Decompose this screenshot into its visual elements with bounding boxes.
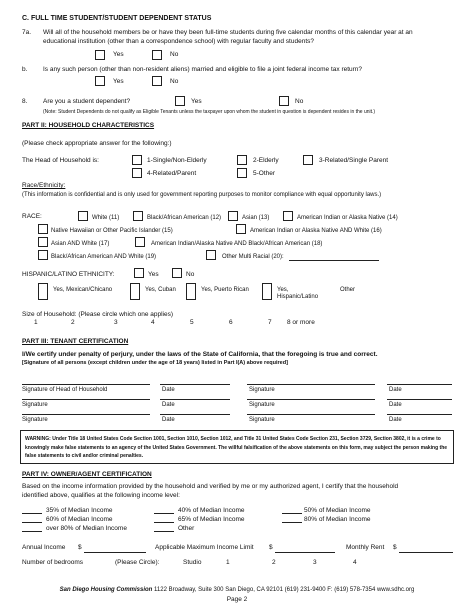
hispanic-no-checkbox[interactable] <box>172 268 182 278</box>
signature-line[interactable] <box>247 414 375 415</box>
income-35-label: 35% of Median Income <box>46 507 113 514</box>
annual-income-field[interactable] <box>84 552 146 553</box>
footer-line <box>0 587 474 593</box>
income-60-line[interactable] <box>22 522 42 523</box>
signature-label: Signature <box>22 417 48 423</box>
hispanic-other-yes-label: Yes, <box>277 287 289 293</box>
income-other-line[interactable] <box>154 531 174 532</box>
signature-label: Signature <box>249 417 275 423</box>
max-income-limit-field[interactable] <box>275 552 335 553</box>
part3-title: PART III: TENANT CERTIFICATION <box>22 338 129 345</box>
q7b-number: b. <box>22 66 28 73</box>
signature-label: Signature <box>22 402 48 408</box>
race-other-multi-line[interactable] <box>289 260 379 261</box>
income-60-label: 60% of Median Income <box>46 516 113 523</box>
q7b-text: Is any such person (other than non-resident aliens) married and eligible to file a joint federal income tax return? <box>43 66 363 73</box>
hispanic-yes-checkbox[interactable] <box>134 268 144 278</box>
income-50-label: 50% of Median Income <box>304 507 371 514</box>
max-income-limit-dollar: $ <box>269 544 273 551</box>
signature-line[interactable] <box>22 414 150 415</box>
warning-box <box>20 430 454 464</box>
part2-title: PART II: HOUSEHOLD CHARACTERISTICS <box>22 122 155 129</box>
size-option-1[interactable]: 1 <box>34 319 38 326</box>
date-label: Date <box>389 402 402 408</box>
q8-number: 8. <box>22 98 28 105</box>
size-option-7[interactable]: 7 <box>268 319 272 326</box>
part3-certification-line1: I/We certify under penalty of perjury, under the laws of the State of California, that the foregoing is true and correct. <box>22 351 378 358</box>
head-option-2-label: 2-Elderly <box>253 157 279 164</box>
hispanic-puerto-rican-box[interactable] <box>186 283 196 300</box>
race-black-label: Black/African American (12) <box>147 215 222 221</box>
date-line[interactable] <box>387 399 452 400</box>
race-amer-indian-white-checkbox[interactable] <box>236 224 246 234</box>
hispanic-other-box[interactable] <box>262 283 272 300</box>
signature-line[interactable] <box>247 399 375 400</box>
signature-label: Signature <box>249 402 275 408</box>
part2-check-note: (Please check appropriate answer for the following:) <box>22 140 172 147</box>
income-over-80-line[interactable] <box>22 531 42 532</box>
race-asian-checkbox[interactable] <box>228 211 238 221</box>
q8-note: (Note: Student Dependents do not qualify as Eligible Tenants unless the taxpayer upon whom the student in question is dependent resides in the unit.) <box>43 109 376 115</box>
income-40-line[interactable] <box>154 513 174 514</box>
hispanic-label: HISPANIC/LATINO ETHNICITY: <box>22 271 115 278</box>
signature-line[interactable] <box>247 384 375 385</box>
hispanic-mexican-box[interactable] <box>38 283 48 300</box>
q7a-no-label: No <box>170 51 179 58</box>
race-amer-indian-black-checkbox[interactable] <box>135 237 145 247</box>
date-line[interactable] <box>160 399 230 400</box>
head-option-5-checkbox[interactable] <box>237 168 247 178</box>
income-other-label: Other <box>178 525 195 532</box>
race-label: RACE: <box>22 213 42 220</box>
income-over-80-label: over 80% of Median Income <box>46 525 127 532</box>
size-option-3[interactable]: 3 <box>114 319 118 326</box>
income-80-line[interactable] <box>282 522 302 523</box>
head-option-4-checkbox[interactable] <box>132 168 142 178</box>
size-option-4[interactable]: 4 <box>151 319 155 326</box>
race-black-white-label: Black/African American AND White (19) <box>51 254 157 260</box>
bedroom-option-studio[interactable]: Studio <box>183 559 202 566</box>
footer-address: 1122 Broadway, Suite 300 San Diego, CA 92101 (619) 231-9400 F: (619) 578-7354 www.sdhc.org <box>154 587 415 593</box>
race-white-checkbox[interactable] <box>78 211 88 221</box>
footer-org: San Diego Housing Commission <box>59 587 153 593</box>
race-hawaiian-checkbox[interactable] <box>38 224 48 234</box>
hispanic-puerto-rican-label: Yes, Puerto Rican <box>201 287 249 293</box>
bedroom-option-2[interactable]: 2 <box>272 559 276 566</box>
date-label: Date <box>389 387 402 393</box>
monthly-rent-dollar: $ <box>393 544 397 551</box>
bedrooms-please-circle: (Please Circle): <box>115 559 160 566</box>
race-amer-indian-checkbox[interactable] <box>283 211 293 221</box>
size-option-8-or-more[interactable]: 8 or more <box>287 319 315 326</box>
bedroom-option-4[interactable]: 4 <box>353 559 357 566</box>
income-50-line[interactable] <box>282 513 302 514</box>
date-line[interactable] <box>160 384 230 385</box>
q7a-number: 7a. <box>22 29 32 36</box>
race-ethnicity-heading: Race/Ethnicity: <box>22 182 66 189</box>
race-amer-indian-label: American Indian or Alaska Native (14) <box>297 215 398 221</box>
race-hawaiian-label: Native Hawaiian or Other Pacific Islander (15) <box>51 228 173 234</box>
race-asian-white-checkbox[interactable] <box>38 237 48 247</box>
annual-income-dollar: $ <box>78 544 82 551</box>
part4-text-line2: identified above, qualifies at the following income level: <box>22 492 180 499</box>
size-option-2[interactable]: 2 <box>71 319 75 326</box>
q8-yes-checkbox[interactable] <box>175 96 185 106</box>
q7a-text-line1: Will all of the household members be or have they been full-time students during five calendar months of this calendar year at an <box>43 29 413 36</box>
race-asian-label: Asian (13) <box>242 215 270 221</box>
q7a-yes-label: Yes <box>113 51 124 58</box>
q8-text: Are you a student dependent? <box>43 98 131 105</box>
page-number: Page 2 <box>226 596 248 603</box>
hispanic-yes-label: Yes <box>148 271 159 278</box>
date-line[interactable] <box>387 384 452 385</box>
size-option-6[interactable]: 6 <box>229 319 233 326</box>
hispanic-other-latino-label: Hispanic/Latino <box>277 294 319 300</box>
part4-text-line1: Based on the income information provided by the household and verified by me or my authorized agent, I certify that the household <box>22 483 399 490</box>
income-80-label: 80% of Median Income <box>304 516 371 523</box>
signature-line[interactable] <box>22 384 150 385</box>
signature-label: Signature <box>249 387 275 393</box>
q7b-yes-label: Yes <box>113 78 124 85</box>
head-option-3-checkbox[interactable] <box>303 155 313 165</box>
annual-income-label: Annual Income <box>22 544 66 551</box>
bedroom-option-3[interactable]: 3 <box>313 559 317 566</box>
race-white-label: White (11) <box>92 215 120 221</box>
bedrooms-label: Number of bedrooms <box>22 559 84 566</box>
race-other-multi-label: Other Multi Racial (20): <box>222 254 284 260</box>
q7b-no-label: No <box>170 78 179 85</box>
date-line[interactable] <box>160 414 230 415</box>
hispanic-no-label: No <box>186 271 195 278</box>
race-other-multi-checkbox[interactable] <box>206 250 216 260</box>
section-c-title: C. FULL TIME STUDENT/STUDENT DEPENDENT STATUS <box>22 15 212 22</box>
q8-yes-label: Yes <box>191 98 202 105</box>
date-label: Date <box>389 417 402 423</box>
race-amer-indian-white-label: American Indian or Alaska Native AND White (16) <box>250 228 382 234</box>
monthly-rent-label: Monthly Rent <box>346 544 385 551</box>
q8-no-label: No <box>295 98 304 105</box>
head-option-4-label: 4-Related/Parent <box>147 170 197 177</box>
max-income-limit-label: Applicable Maximum Income Limit <box>155 544 254 551</box>
q7a-no-checkbox[interactable] <box>152 50 162 60</box>
income-40-label: 40% of Median Income <box>178 507 245 514</box>
size-option-5[interactable]: 5 <box>190 319 194 326</box>
income-35-line[interactable] <box>22 513 42 514</box>
race-black-white-checkbox[interactable] <box>38 250 48 260</box>
race-amer-indian-black-label: American Indian/Alaska Native AND Black/African American (18) <box>151 241 323 247</box>
hispanic-cuban-box[interactable] <box>130 283 140 300</box>
q8-no-checkbox[interactable] <box>279 96 289 106</box>
part3-certification-line2: [Signature of all persons (except children under the age of 18 years) listed in Part I(A) above required] <box>22 360 288 366</box>
household-size-label: Size of Household: (Please circle which one applies) <box>22 311 174 318</box>
warning-text: WARNING: Under Title 18 United States Code Section 1001, Section 1010, Section 1012, and Title 31 United States Code Section 231, Section 3729, Section 3802, it is a crime to knowingly make false statements to an agency of the United States Government. The willful falsification of the above statements on this form, may subject the person making the false statements to civil and/or criminal penalties. <box>25 436 448 460</box>
part4-title: PART IV: OWNER/AGENT CERTIFICATION <box>22 471 152 478</box>
race-black-checkbox[interactable] <box>133 211 143 221</box>
q7a-yes-checkbox[interactable] <box>95 50 105 60</box>
date-label: Date <box>162 387 175 393</box>
bedroom-option-1[interactable]: 1 <box>226 559 230 566</box>
date-label: Date <box>162 402 175 408</box>
income-65-line[interactable] <box>154 522 174 523</box>
income-65-label: 65% of Median Income <box>178 516 245 523</box>
date-line[interactable] <box>387 414 452 415</box>
signature-line[interactable] <box>22 399 150 400</box>
race-confidential-note: (This information is confidential and is only used for government reporting purposes to monitor compliance with equal opportunity laws.) <box>22 192 382 198</box>
q7a-text-line2: educational institution (other than a correspondence school) with regular faculty and students? <box>43 38 314 45</box>
signature-head-of-household-label: Signature of Head of Household <box>22 387 108 393</box>
hispanic-other-label: Other <box>340 287 356 293</box>
date-label: Date <box>162 417 175 423</box>
head-option-3-label: 3-Related/Single Parent <box>319 157 389 164</box>
head-option-1-label: 1-Single/Non-Elderly <box>147 157 207 164</box>
hispanic-mexican-label: Yes, Mexican/Chicano <box>53 287 113 293</box>
monthly-rent-field[interactable] <box>399 552 453 553</box>
head-option-2-checkbox[interactable] <box>237 155 247 165</box>
head-of-household-label: The Head of Household is: <box>22 157 99 164</box>
q7b-no-checkbox[interactable] <box>152 76 162 86</box>
head-option-1-checkbox[interactable] <box>132 155 142 165</box>
race-asian-white-label: Asian AND White (17) <box>51 241 110 247</box>
hispanic-cuban-label: Yes, Cuban <box>145 287 176 293</box>
head-option-5-label: 5-Other <box>253 170 276 177</box>
q7b-yes-checkbox[interactable] <box>95 76 105 86</box>
